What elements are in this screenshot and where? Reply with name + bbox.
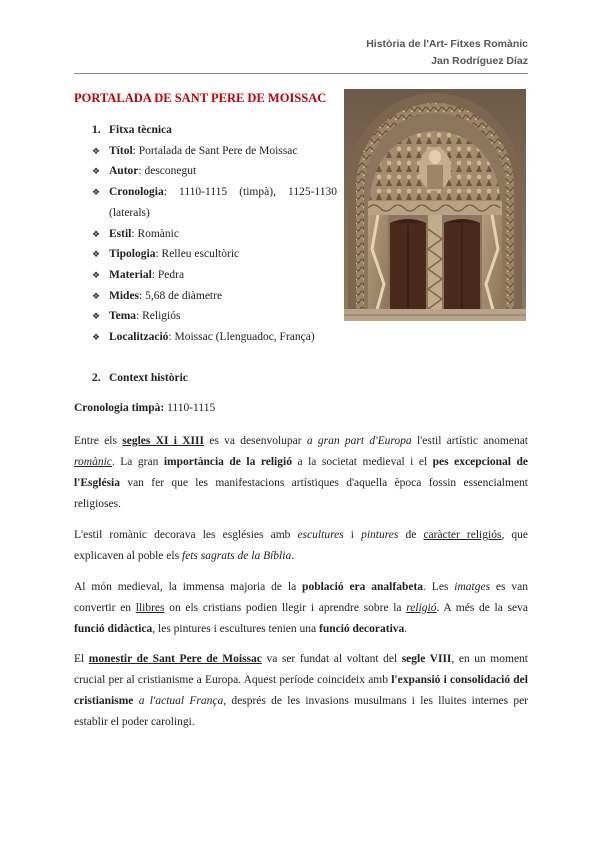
text-run: l'expansió i consolidació del cristianisme [74,674,528,707]
text-run: a gran part d'Europa [306,435,412,447]
text-run: importància de la religió [163,456,292,468]
header-rule [74,73,528,74]
text-run: l'estil artístic anomenat [411,435,528,447]
diamond-bullet-icon: ❖ [92,166,101,177]
text-run: pes excepcional de l'Església [74,456,528,489]
text-run: monestir de Sant Pere de Moissac [88,653,262,665]
diamond-bullet-icon: ❖ [92,290,101,301]
text-run: imatges [454,581,491,593]
text-run: , en un moment crucial per al cristianisme a Europa. Aquest període coincideix amb [74,653,529,686]
text-run: llibres [135,602,165,614]
item-value: : 5,68 de diàmetre [139,289,223,302]
header-course: Història de l'Art- Fitxes Romànic [366,38,528,50]
diamond-bullet-icon: ❖ [92,228,101,239]
item-label: Mides [109,289,140,302]
item-label: Localització [109,331,169,344]
item-value: : Romànic [131,227,179,240]
text-run: Entre els [74,435,123,447]
context-number: 2. [92,372,101,384]
text-run: funció didàctica [74,623,153,635]
text-run: , les pintures i escultures tenien una [152,623,319,635]
fitxa-number: 1. [92,124,101,136]
text-run: segle VIII [401,653,452,665]
text-run: a l'actual França [138,695,224,707]
text-run: . La gran [111,456,164,468]
diamond-bullet-icon: ❖ [92,269,101,280]
text-run: a la societat medieval i el [291,456,433,468]
item-label: Títol [109,144,133,157]
text-run: caràcter religiós [423,529,502,541]
text-run: de [398,529,424,541]
item-value: : Pedra [151,268,185,281]
text-run: El [74,653,89,665]
text-run: van fer que les manifestacions artístiques d'aquella època fossin essencialment religioses. [74,477,528,510]
page-header [366,36,528,70]
context-heading-text: Context històric [109,372,188,384]
portal-photo [344,89,526,321]
text-run: va ser fundat al voltant del [261,653,402,665]
item-label: Cronologia [109,186,164,199]
text-run: i [343,529,362,541]
list-item [92,182,337,223]
item-label: Estil [109,227,132,240]
text-run: . [291,550,295,562]
item-value: : desconegut [138,165,197,178]
crono-label: Cronologia timpà: [74,402,165,414]
fitxa-heading-text: Fitxa tècnica [109,124,172,136]
text-run: escultures [297,529,344,541]
text-run: pintures [361,529,399,541]
paragraph-3 [74,577,528,640]
crono-value: 1110-1115 [164,402,216,414]
text-run: es van convertir en [74,581,528,614]
text-run: població era analfabeta [302,581,424,593]
text-run: . [404,623,408,635]
text-run: L'estil romànic decorava les esglésies amb [74,529,298,541]
list-item [92,286,337,307]
diamond-bullet-icon: ❖ [92,311,101,322]
header-author: Jan Rodríguez Díaz [431,55,528,67]
crono-timpa [74,402,215,414]
list-item [92,327,337,348]
text-run: . Les [423,581,455,593]
item-label: Tema [109,310,137,323]
item-value: : Portalada de Sant Pere de Moissac [132,144,298,157]
text-run: , que explicaven al poble els [74,529,529,562]
text-run: Al món medieval, la immensa majoria de la [74,581,303,593]
item-value: : Religiós [136,310,181,323]
list-item [92,141,337,162]
fitxa-tecnica [92,120,337,348]
text-run: on els cristians podien llegir i aprendre sobre la [164,602,407,614]
diamond-bullet-icon: ❖ [92,332,101,343]
paragraph-4 [74,649,528,733]
text-run: segles XI i XIII [122,435,204,447]
item-label: Material [109,268,152,281]
diamond-bullet-icon: ❖ [92,187,101,198]
list-item [92,161,337,182]
text-run: religió [406,602,437,614]
item-value: : Relleu escultòric [155,248,240,261]
text-run: es va desenvolupar [203,435,307,447]
item-label: Autor [109,165,139,178]
text-run: . A més de la seva [436,602,528,614]
text-run: funció decorativa [318,623,405,635]
list-item [92,265,337,286]
list-item [92,244,337,265]
list-item [92,306,337,327]
context-heading [92,372,188,384]
text-run: fets sagrats de la Bíblia [181,550,292,562]
diamond-bullet-icon: ❖ [92,145,101,156]
text-run: romànic [74,456,112,468]
fitxa-heading [92,120,337,141]
text-run: , després de les invasions musulmans i les lluites internes per establir el poder carolingi. [74,695,528,728]
paragraph-2 [74,525,528,567]
diamond-bullet-icon: ❖ [92,249,101,260]
list-item [92,224,337,245]
paragraph-1 [74,431,528,515]
item-value: : 1110-1115 (timpà), 1125-1130 (laterals) [109,186,337,219]
page-title: PORTALADA DE SANT PERE DE MOISSAC [74,91,327,105]
item-value: : Moissac (Llenguadoc, França) [168,331,315,344]
item-label: Tipologia [109,248,156,261]
